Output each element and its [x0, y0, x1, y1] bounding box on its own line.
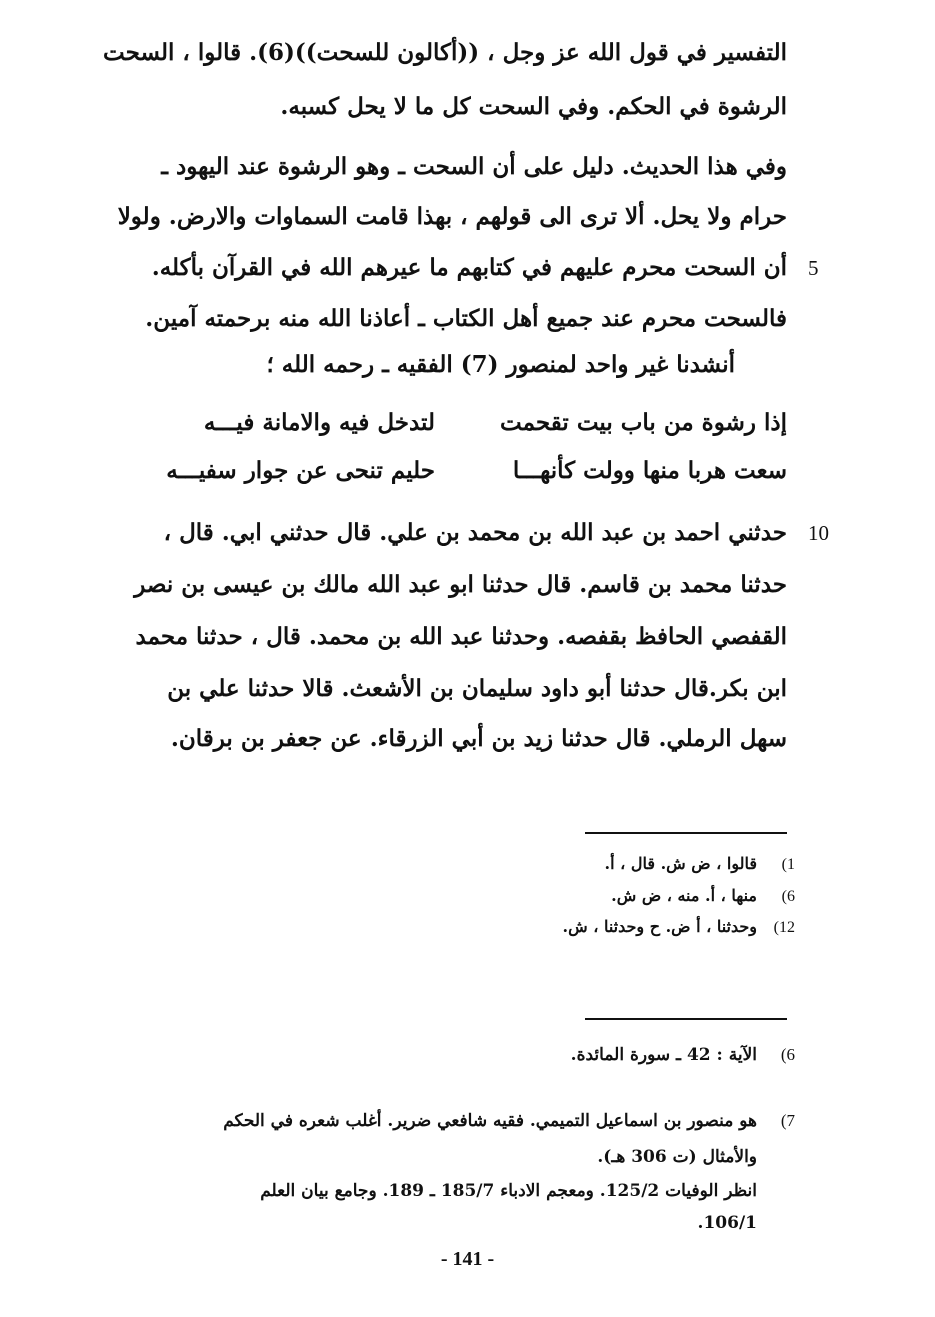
footnote-continuation: 106/1.: [697, 1213, 757, 1233]
note-text: الآية : 42 ـ سورة المائدة.: [570, 1045, 757, 1065]
footnote-rule: [585, 1018, 787, 1020]
verse-hemistich-second: لتدخل فيه والامانة فيـــه: [203, 409, 435, 436]
text-line: التفسير في قول الله عز وجل ، ((أكالون للسحت))(6). قالوا ، السحت: [103, 39, 787, 66]
variant-note: [563, 915, 795, 940]
variant-note: [605, 852, 795, 877]
text-line: أن السحت محرم عليهم في كتابهم ما عيرهم الله في القرآن بأكله.: [151, 254, 787, 281]
text-line: القفصي الحافظ بقفصه. وحدثنا عبد الله بن محمد. قال ، حدثنا محمد: [135, 623, 787, 650]
note-number: 12): [773, 919, 795, 936]
line-number: 5: [808, 256, 819, 280]
text-line: فالسحت محرم عند جميع أهل الكتاب ـ أعاذنا الله منه برحمته آمين.: [145, 305, 787, 332]
text-line: أنشدنا غير واحد لمنصور (7) الفقيه ـ رحمه الله ؛: [266, 351, 735, 378]
text-line: حدثني احمد بن عبد الله بن محمد بن علي. قال حدثني ابي. قال ،: [163, 519, 787, 546]
text-line: الرشوة في الحكم. وفي السحت كل ما لا يحل كسبه.: [280, 93, 787, 120]
footnote-continuation: والأمثال (ت 306 هـ).: [597, 1147, 757, 1167]
verse-hemistich-second: حليم تنحى عن جوار سفيـــه: [166, 457, 435, 484]
text-line: سهل الرملي. قال حدثنا زيد بن أبي الزرقاء. عن جعفر بن برقان.: [170, 725, 787, 752]
note-number: 1): [781, 856, 795, 873]
note-number: 7): [780, 1111, 795, 1130]
text-line: وفي هذا الحديث. دليل على أن السحت ـ وهو الرشوة عند اليهود ـ: [161, 153, 787, 180]
note-text: منها ، أ. منه ، ض ش.: [611, 886, 757, 905]
footnote-rule: [585, 832, 787, 834]
line-number: 10: [808, 521, 829, 545]
text-line: حدثنا محمد بن قاسم. قال حدثنا ابو عبد الله مالك بن عيسى بن نصر: [134, 571, 787, 598]
note-number: 6): [781, 888, 795, 905]
footnote: [571, 1042, 795, 1068]
note-text: قالوا ، ض ش. قال ، أ.: [604, 854, 757, 873]
text-line: حرام ولا يحل. ألا ترى الى قولهم ، بهذا قامت السماوات والارض. ولولا: [117, 203, 787, 230]
text-line: ابن بكر.قال حدثنا أبو داود سليمان بن الأشعث. قالا حدثنا علي بن: [167, 675, 787, 702]
footnote-continuation: انظر الوفيات 125/2. ومعجم الادباء 185/7 ـ 189. وجامع بيان العلم: [260, 1181, 757, 1201]
footnote: [223, 1108, 795, 1134]
note-number: 6): [780, 1045, 795, 1064]
note-text: وحدثنا ، أ ض. ح وحدثنا ، ش.: [562, 917, 757, 936]
page-number: - 141 -: [440, 1248, 495, 1270]
verse-hemistich-first: سعت هربا منها وولت كأنهـــا: [512, 457, 787, 484]
variant-note: [611, 884, 795, 909]
verse-hemistich-first: إذا رشوة من باب بيت تقحمت: [500, 409, 787, 436]
note-text: هو منصور بن اسماعيل التميمي. فقيه شافعي ضرير. أغلب شعره في الحكم: [223, 1111, 757, 1131]
